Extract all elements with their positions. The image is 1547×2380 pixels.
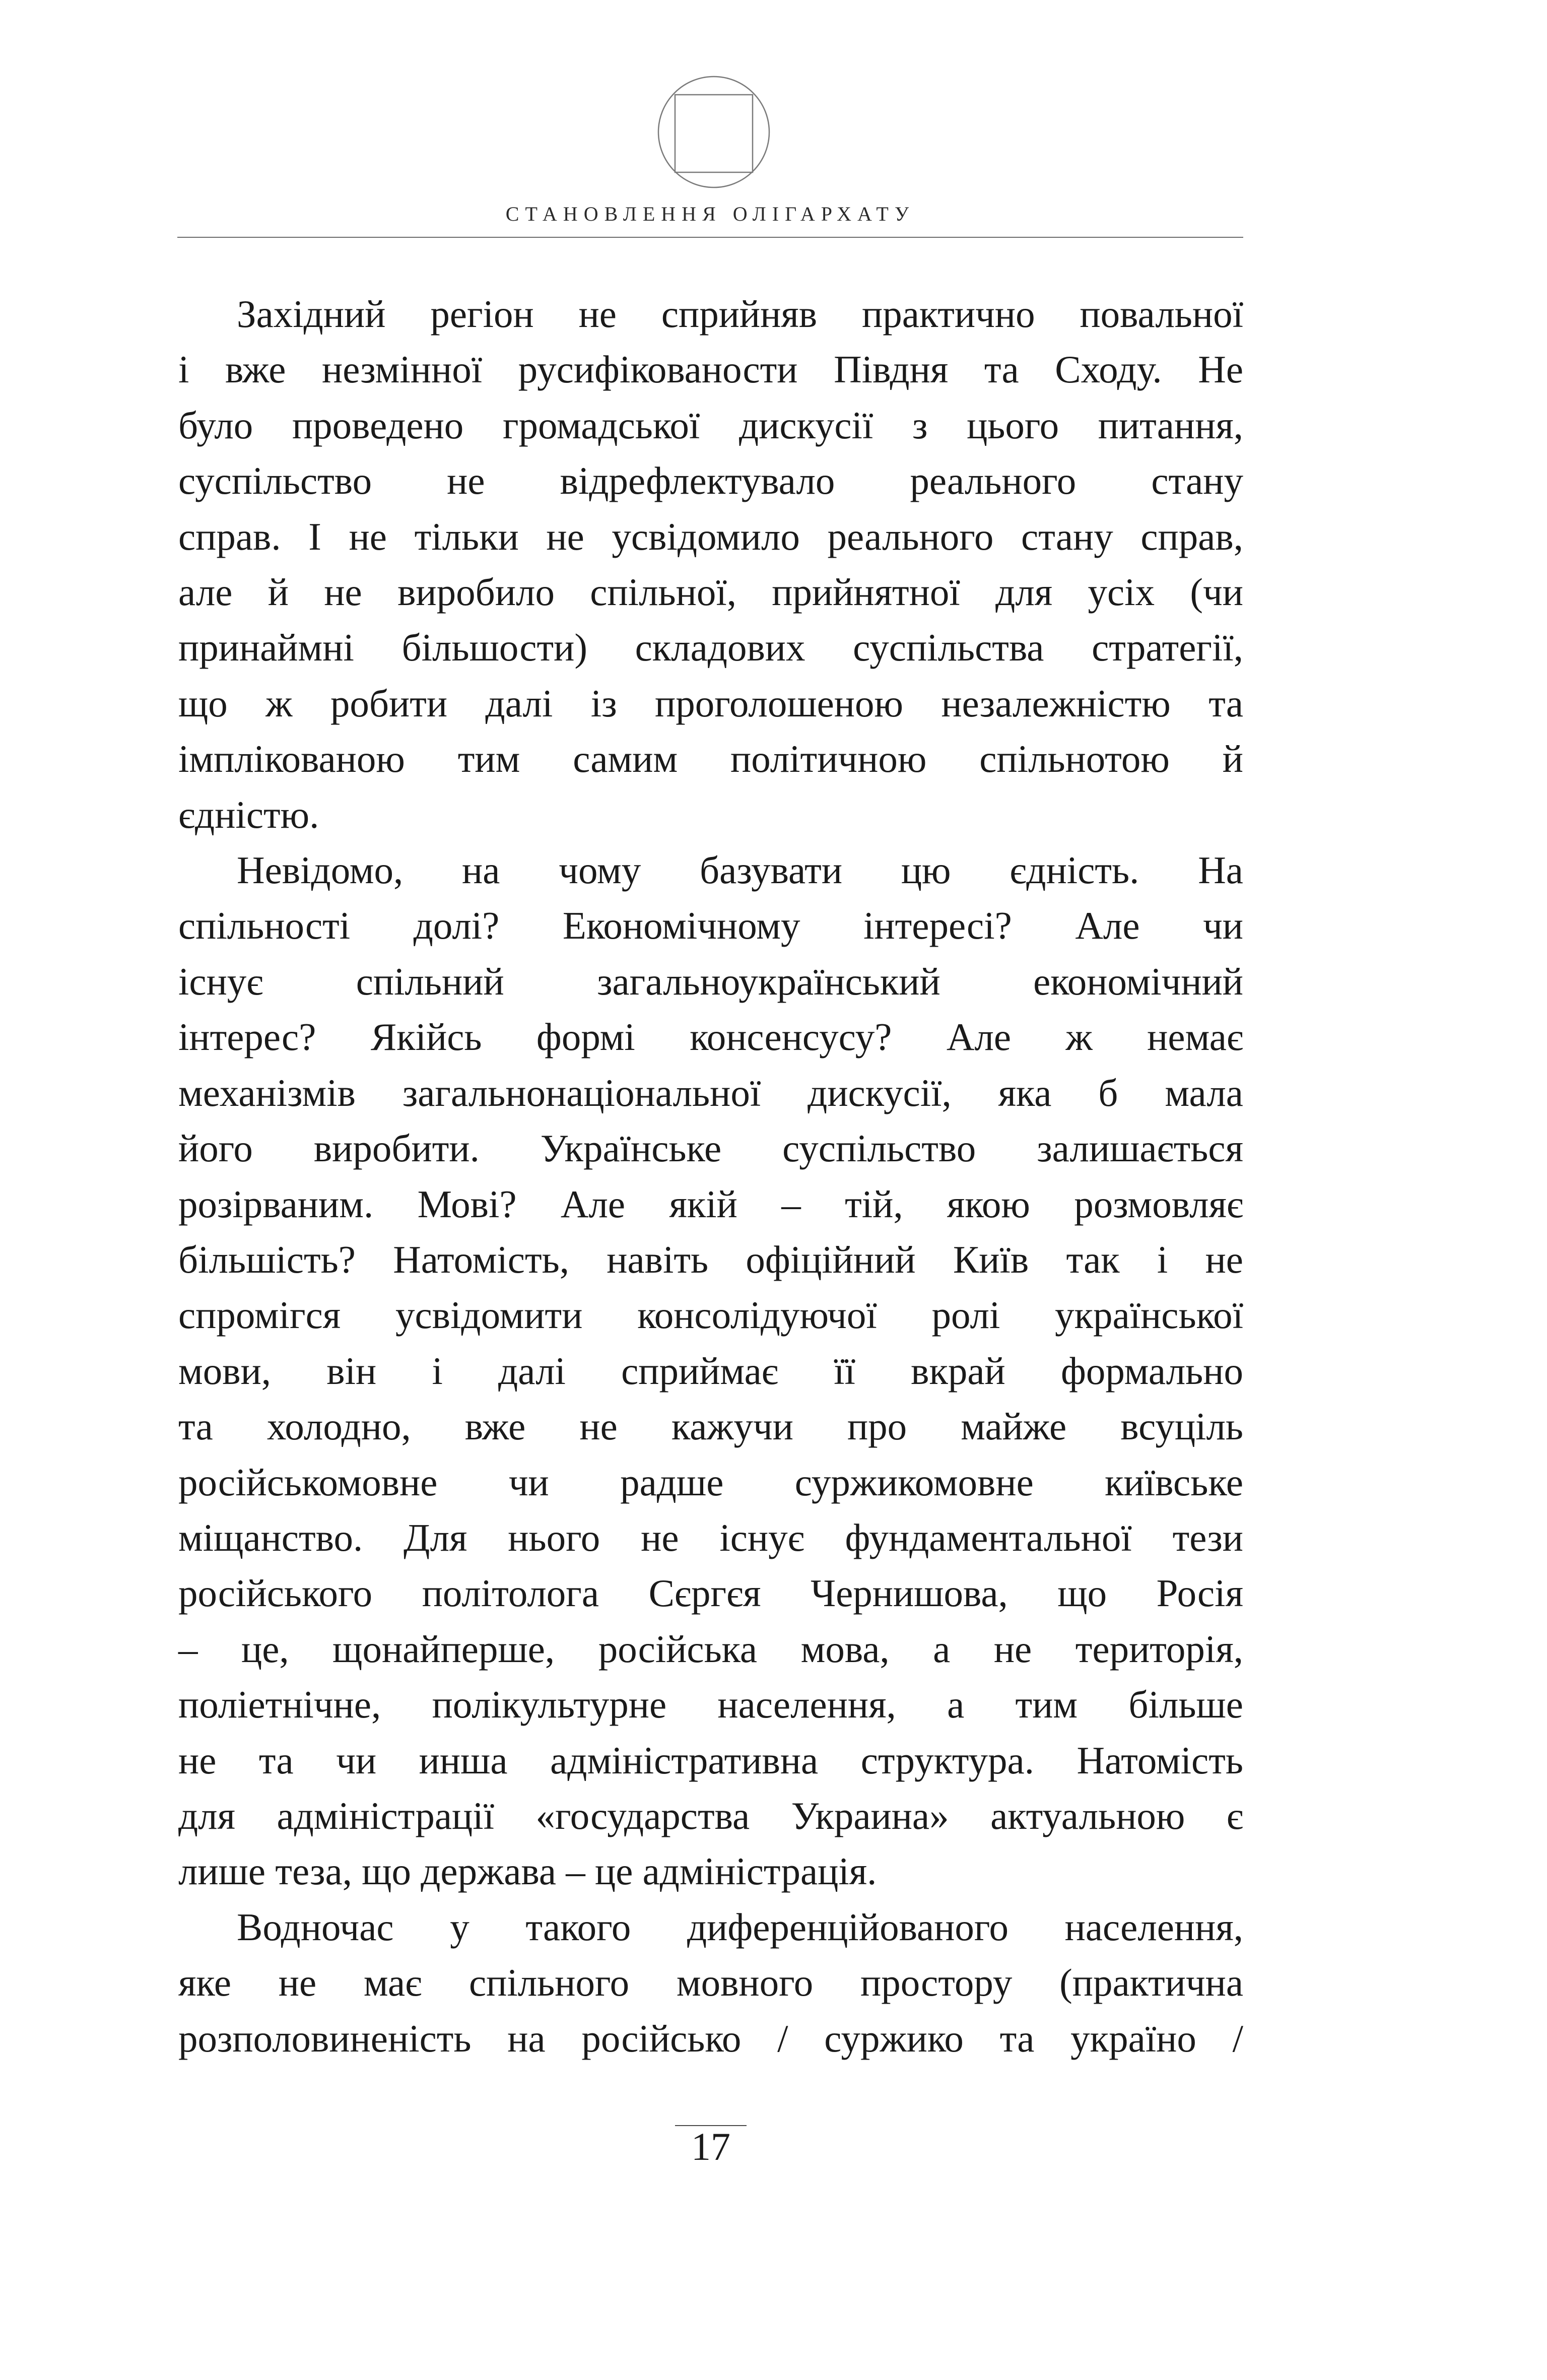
- paragraph: [178, 286, 1243, 842]
- text-line: Західний регіон не сприйняв практично повальної: [237, 292, 1243, 336]
- circle-square-emblem-icon: [656, 75, 771, 189]
- text-line: існує спільний загальноукраїнський економічний: [178, 959, 1243, 1003]
- text-line: що ж робити далі із проголошеною незалежністю та: [178, 681, 1243, 725]
- paragraph: [178, 842, 1243, 1899]
- running-head: СТАНОВЛЕННЯ ОЛІГАРХАТУ: [505, 203, 915, 225]
- text-line: російського політолога Сєргєя Чернишова, що Росія: [178, 1571, 1243, 1615]
- text-line: суспільство не відрефлектувало реального стану: [178, 459, 1243, 503]
- text-line: – це, щонайперше, російська мова, а не територія,: [178, 1627, 1243, 1671]
- text-line: розірваним. Мові? Але якій – тій, якою розмовляє: [178, 1182, 1243, 1226]
- body-text: [178, 286, 1243, 2066]
- text-line: і вже незмінної русифікованости Півдня та Сходу. Не: [178, 348, 1243, 391]
- text-line: імплікованою тим самим політичною спільнотою й: [178, 737, 1243, 781]
- text-line: його виробити. Українське суспільство залишається: [178, 1127, 1243, 1170]
- text-line: лише теза, що держава – це адміністрація.: [178, 1849, 877, 1893]
- text-line: єдністю.: [178, 792, 319, 836]
- page-number: 17: [691, 2125, 730, 2168]
- text-line: спромігся усвідомити консолідуючої ролі української: [178, 1293, 1243, 1337]
- text-line: але й не виробило спільної, прийнятної для усіх (чи: [178, 570, 1243, 614]
- text-line: міщанство. Для нього не існує фундаментальної тези: [178, 1515, 1243, 1559]
- header-rule: [177, 237, 1243, 238]
- text-line: більшість? Натомість, навіть офіційний Київ так і не: [178, 1237, 1243, 1281]
- text-line: мови, він і далі сприймає її вкрай формально: [178, 1349, 1243, 1393]
- text-line: було проведено громадської дискусії з цього питання,: [178, 403, 1243, 447]
- text-line: яке не має спільного мовного простору (практична: [178, 1961, 1243, 2005]
- text-line: розполовиненість на російсько / суржико та україно /: [178, 2016, 1243, 2060]
- text-line: російськомовне чи радше суржикомовне київське: [178, 1460, 1243, 1504]
- text-line: Невідомо, на чому базувати цю єдність. На: [237, 848, 1243, 892]
- text-line: механізмів загальнонаціональної дискусії, яка б мала: [178, 1071, 1243, 1114]
- text-line: інтерес? Якійсь формі консенсусу? Але ж немає: [178, 1015, 1243, 1059]
- text-line: принаймні більшости) складових суспільства стратегії,: [178, 626, 1243, 670]
- text-line: для адміністрації «государства Украина» актуальною є: [178, 1794, 1243, 1837]
- text-line: Водночас у такого диференційованого населення,: [237, 1905, 1243, 1949]
- text-line: справ. І не тільки не усвідомило реального стану справ,: [178, 514, 1243, 558]
- text-line: поліетнічне, полікультурне населення, а тим більше: [178, 1683, 1243, 1727]
- text-line: спільності долі? Економічному інтересі? Але чи: [178, 904, 1243, 948]
- text-line: та холодно, вже не кажучи про майже всуціль: [178, 1405, 1243, 1448]
- text-line: не та чи инша адміністративна структура. Натомість: [178, 1738, 1243, 1782]
- paragraph: [178, 1899, 1243, 2066]
